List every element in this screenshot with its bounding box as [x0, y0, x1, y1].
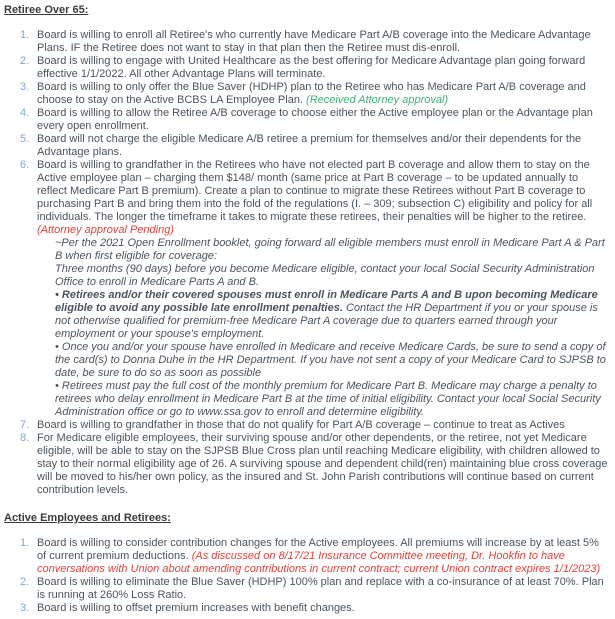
- section-heading-active-employees-and-retirees: Active Employees and Retirees:: [4, 512, 171, 524]
- text-run-italic: ~Per the 2021 Open Enrollment booklet, going forward all eligible members must enroll in Medicare Part A & Part B when first eligible for coverage:: [55, 237, 605, 262]
- text-run-italic: • Retirees must pay the full cost of the monthly premium for Medicare Part B. Medicare may charge a penalty to retirees who delay enrollment in Medicare Part B at the time of initial eligibility. Contact your local Social Security Administration office or go to www.ssa.gov to enroll and determine eligibility.: [55, 380, 601, 418]
- text-run-normal: Board is willing to allow the Retiree A/B coverage to choose either the Active employee plan or the Advantage plan every open enrollment.: [37, 107, 593, 132]
- list-item: [4, 159, 610, 419]
- sub-paragraph: [55, 380, 610, 419]
- text-run-normal: Board will not charge the eligible Medicare A/B retiree a premium for themselves and/or their dependents for the Advantage plans.: [37, 133, 582, 158]
- text-run-red-note: (As discussed on 8/17/21 Insurance Committee meeting, Dr. Hookfin to have conversations with Union about amending contributions in current contract; current Union contract expires 1/1/2023): [37, 550, 601, 575]
- list-item: [4, 432, 610, 497]
- list-item: [4, 602, 610, 615]
- text-run-normal: Board is willing to eliminate the Blue Saver (HDHP) 100% plan and replace with a co-insurance of at least 70%. Plan is running at 260% Loss Ratio.: [37, 576, 604, 601]
- text-run-normal: Board is willing to consider contribution changes for the Active employees. All premiums will increase by at least 5% of current premium deductions.: [37, 537, 599, 562]
- text-run-red-note: (Attorney approval Pending): [37, 224, 174, 236]
- text-run-normal: Board is willing to engage with United Healthcare as the best offering for Medicare Advantage plan going forward effective 1/1/2022. All other Advantage Plans will terminate.: [37, 55, 586, 80]
- section-heading-retiree-over-65: Retiree Over 65:: [4, 4, 89, 16]
- active-employees-and-retirees-list: [4, 537, 610, 615]
- text-run-italic: • Once you and/or your spouse have enrolled in Medicare and receive Medicare Cards, be sure to send a copy of the card(s) to Donna Duhe in the HR Department. If you have not sent a copy of your Medicare Card to SJPSB to date, be sure to do so as soon as possible: [55, 341, 606, 379]
- list-item: [4, 107, 610, 133]
- text-run-normal: Board is willing to grandfather in those that do not qualify for Part A/B coverage – continue to treat as Actives: [37, 419, 565, 431]
- list-item: [4, 419, 610, 432]
- list-item: [4, 29, 610, 55]
- text-run-normal: For Medicare eligible employees, their surviving spouse and/or other dependents, or the retiree, not yet Medicare eligible, will be able to stay on the SJPSB Blue Cross plan until reaching Medicare eligibility, with children allowed to stay to their normal eligibility age of 26. A surviving spouse and dependent child(ren) maintaining blue cross coverage will be moved to his/her own policy, as the insured and St. John Parish contributions will continue based on current contribution levels.: [37, 432, 608, 496]
- text-run-italic: Three months (90 days) before you become Medicare eligible, contact your local Social Security Administration Office to enroll in Medicare Parts A and B.: [55, 263, 595, 288]
- text-run-bold-italic: • Retirees and/or their covered spouses must enroll in Medicare Parts A and B upon becoming Medicare eligible to avoid any possible late enrollment penalties.: [55, 289, 598, 314]
- text-run-normal: Board is willing to grandfather in the Retirees who have not elected part B coverage and allow them to stay on the Active employee plan – charging them $148/ month (same price at Part B coverage – to be updated annually to reflect Medicare Part B premium). Create a plan to continue to migrate these Retirees without Part B coverage to purchasing Part B and bring them into the fold of the regulations (I. – 309; subsection C) eligibility and policy for all individuals. The longer the timeframe it takes to migrate these retirees, their penalties will be higher to the retiree.: [37, 159, 593, 223]
- text-run-normal: Board is willing to enroll all Retiree's who currently have Medicare Part A/B coverage into the Medicare Advantage Plans. IF the Retiree does not want to stay in that plan then the Retiree must dis-enroll.: [37, 29, 591, 54]
- list-item: [4, 55, 610, 81]
- retiree-over-65-list: [4, 29, 610, 497]
- list-item: [4, 81, 610, 107]
- sub-paragraph: [55, 289, 610, 341]
- sub-paragraph: [55, 263, 610, 289]
- list-item: [4, 537, 610, 576]
- text-run-green-note: (Received Attorney approval): [306, 94, 449, 106]
- list-item: [4, 576, 610, 602]
- list-item: [4, 133, 610, 159]
- sub-paragraph: [55, 341, 610, 380]
- sub-paragraph: [55, 237, 610, 263]
- text-run-italic: Contact the HR Department if you or your spouse is not otherwise qualified for premium-free Medicare Part A coverage due to quarters earned through your employment or your spouse's employment.: [55, 302, 598, 340]
- text-run-normal: Board is willing to offset premium increases with benefit changes.: [37, 602, 355, 614]
- text-run-normal: Board is willing to only offer the Blue Saver (HDHP) plan to the Retiree who has Medicare Part A/B coverage and choose to stay on the Active BCBS LA Employee Plan.: [37, 81, 586, 106]
